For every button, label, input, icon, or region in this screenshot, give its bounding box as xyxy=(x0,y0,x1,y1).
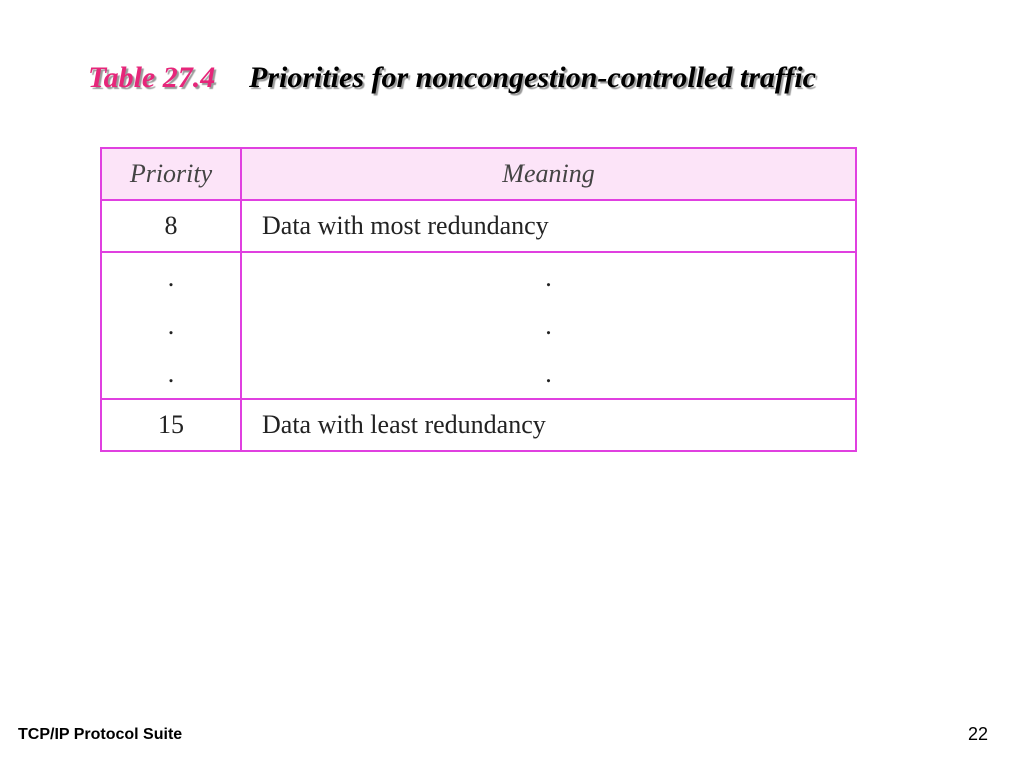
ellipsis-dot: . xyxy=(167,310,175,340)
meaning-ellipsis-cell xyxy=(241,252,856,399)
meaning-cell: Data with least redundancy xyxy=(241,399,856,451)
ellipsis-dot: . xyxy=(545,310,552,340)
page-number: 22 xyxy=(968,724,989,744)
meaning-cell: Data with most redundancy xyxy=(241,200,856,252)
ellipsis-dot: . xyxy=(167,262,175,292)
header-meaning: Meaning xyxy=(241,148,856,200)
ellipsis-dot: . xyxy=(545,358,552,388)
ellipsis-dot: . xyxy=(545,262,552,292)
table-row xyxy=(101,200,856,252)
footer-course-title: TCP/IP Protocol Suite xyxy=(18,726,183,743)
priority-table xyxy=(100,147,857,452)
priority-ellipsis-cell xyxy=(101,252,241,399)
priority-cell: 15 xyxy=(101,399,241,451)
table-title: Priorities for noncongestion-controlled traffic xyxy=(249,61,816,94)
table-number: Table 27.4 xyxy=(88,61,216,94)
table-row xyxy=(101,399,856,451)
header-priority: Priority xyxy=(101,148,241,200)
table-row-ellipsis xyxy=(101,252,856,399)
ellipsis-dot: . xyxy=(167,358,175,388)
table-header-row xyxy=(101,148,856,200)
priority-cell: 8 xyxy=(101,200,241,252)
